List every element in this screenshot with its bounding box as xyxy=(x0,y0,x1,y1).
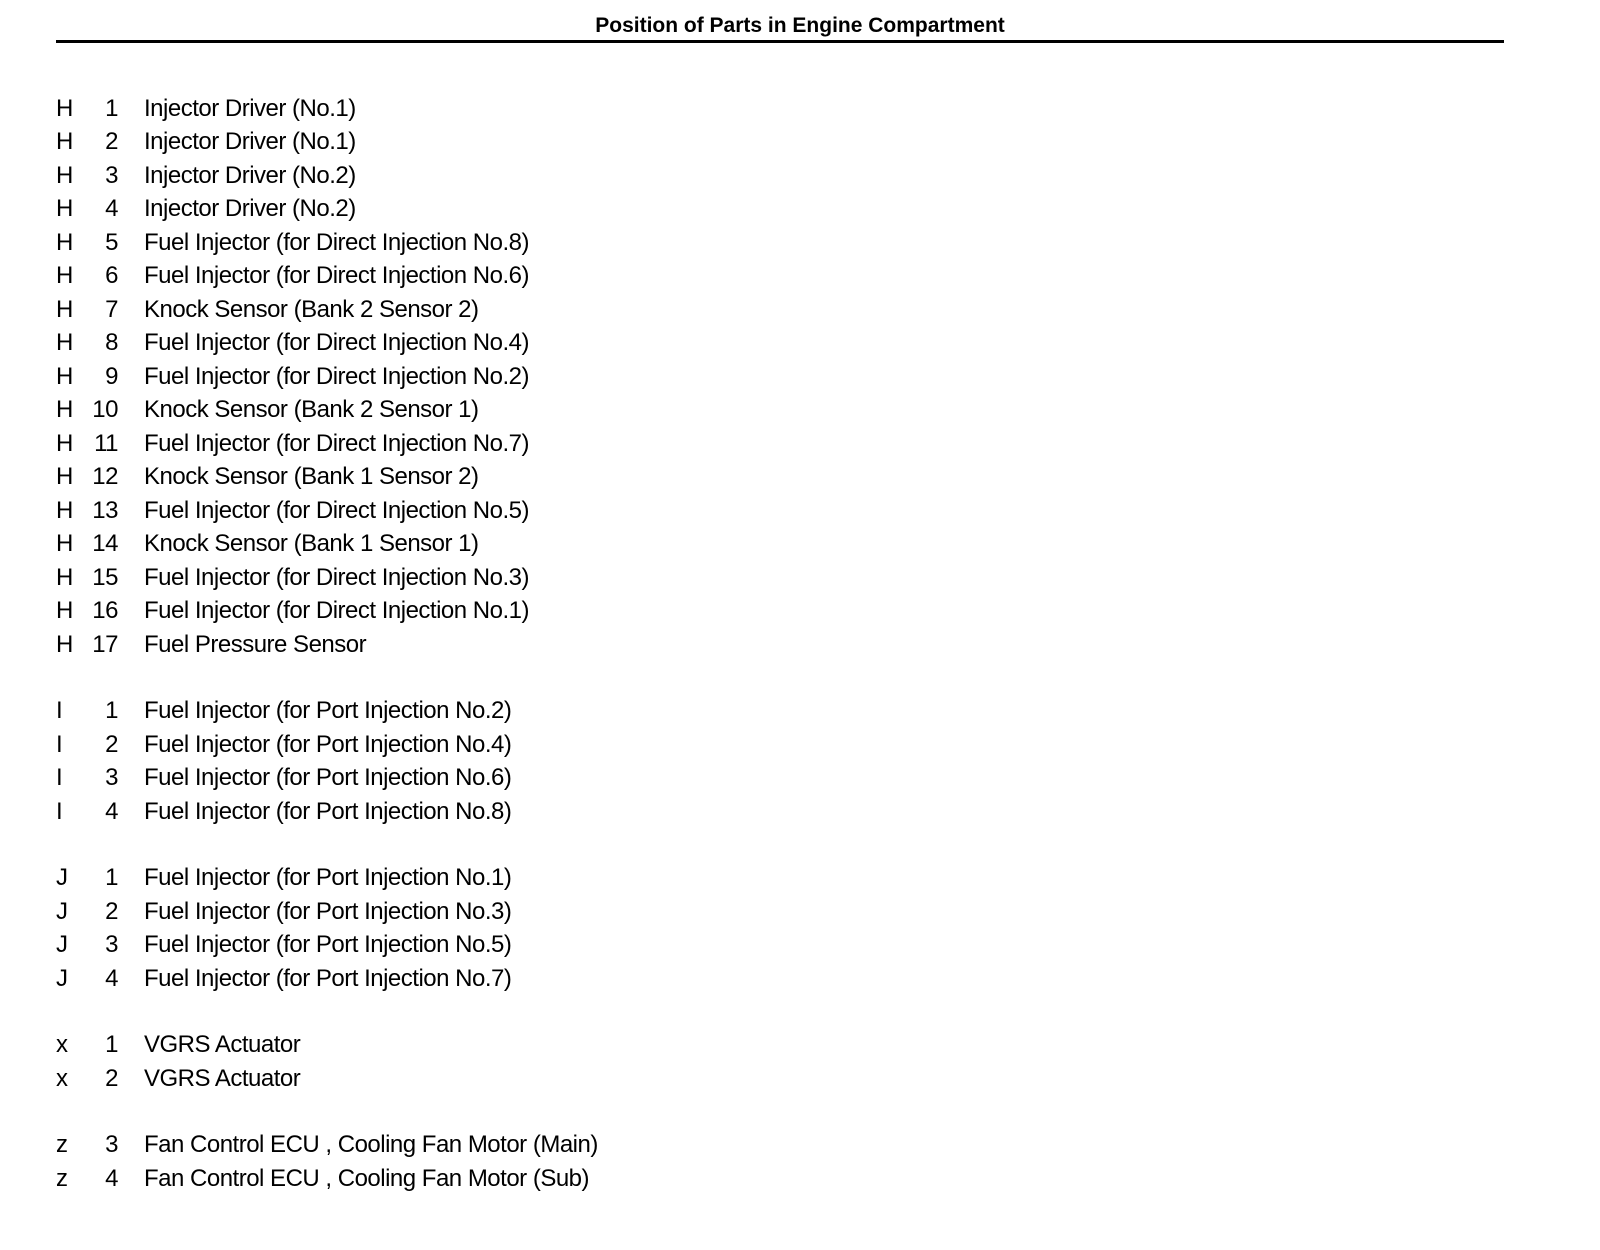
part-number: 15 xyxy=(92,563,118,591)
part-name: Fan Control ECU , Cooling Fan Motor (Main) xyxy=(144,1131,598,1159)
part-row xyxy=(56,394,1056,428)
part-name: VGRS Actuator xyxy=(144,1031,301,1059)
parts-group xyxy=(56,695,1056,829)
part-name: Fuel Injector (for Direct Injection No.2) xyxy=(144,362,529,390)
part-name: Injector Driver (No.1) xyxy=(144,94,356,122)
part-row xyxy=(56,92,1056,126)
part-row xyxy=(56,728,1056,762)
part-location-letter: I xyxy=(56,697,63,725)
part-name: Fuel Injector (for Port Injection No.5) xyxy=(144,931,512,959)
part-number: 4 xyxy=(105,1164,118,1192)
part-location-letter: H xyxy=(56,195,73,223)
part-location-letter: H xyxy=(56,429,73,457)
parts-list xyxy=(56,92,1056,1229)
part-name: Fuel Injector (for Direct Injection No.6) xyxy=(144,262,529,290)
part-name: Knock Sensor (Bank 1 Sensor 2) xyxy=(144,463,479,491)
part-number: 1 xyxy=(105,94,118,122)
part-row xyxy=(56,159,1056,193)
part-row xyxy=(56,126,1056,160)
part-name: Knock Sensor (Bank 1 Sensor 1) xyxy=(144,530,479,558)
part-location-letter: J xyxy=(56,931,68,959)
part-number: 7 xyxy=(105,295,118,323)
part-name: Fuel Injector (for Direct Injection No.5) xyxy=(144,496,529,524)
part-name: Fuel Injector (for Port Injection No.4) xyxy=(144,730,512,758)
part-number: 2 xyxy=(105,897,118,925)
part-location-letter: H xyxy=(56,161,73,189)
part-number: 9 xyxy=(105,362,118,390)
part-name: Fuel Injector (for Direct Injection No.1) xyxy=(144,597,529,625)
part-number: 4 xyxy=(105,195,118,223)
part-row xyxy=(56,494,1056,528)
part-location-letter: H xyxy=(56,396,73,424)
part-location-letter: H xyxy=(56,329,73,357)
part-name: Fuel Injector (for Port Injection No.3) xyxy=(144,897,512,925)
part-row xyxy=(56,528,1056,562)
part-location-letter: H xyxy=(56,597,73,625)
part-location-letter: J xyxy=(56,897,68,925)
part-row xyxy=(56,1062,1056,1096)
part-number: 11 xyxy=(94,429,118,457)
part-number: 5 xyxy=(105,228,118,256)
part-row xyxy=(56,1129,1056,1163)
part-location-letter: H xyxy=(56,563,73,591)
part-number: 4 xyxy=(105,797,118,825)
part-row xyxy=(56,795,1056,829)
part-name: Fuel Injector (for Port Injection No.8) xyxy=(144,797,512,825)
part-name: Fuel Injector (for Direct Injection No.7) xyxy=(144,429,529,457)
part-number: 1 xyxy=(105,864,118,892)
part-name: VGRS Actuator xyxy=(144,1064,301,1092)
part-row xyxy=(56,695,1056,729)
part-number: 16 xyxy=(92,597,118,625)
part-number: 3 xyxy=(105,1131,118,1159)
part-row xyxy=(56,561,1056,595)
part-row xyxy=(56,461,1056,495)
part-number: 3 xyxy=(105,161,118,189)
part-row xyxy=(56,595,1056,629)
part-location-letter: H xyxy=(56,463,73,491)
part-location-letter: H xyxy=(56,262,73,290)
part-location-letter: H xyxy=(56,228,73,256)
part-row xyxy=(56,628,1056,662)
part-number: 3 xyxy=(105,931,118,959)
part-name: Knock Sensor (Bank 2 Sensor 1) xyxy=(144,396,479,424)
part-name: Fuel Injector (for Direct Injection No.4) xyxy=(144,329,529,357)
part-number: 13 xyxy=(92,496,118,524)
part-location-letter: z xyxy=(56,1131,68,1159)
part-location-letter: x xyxy=(56,1031,68,1059)
part-row xyxy=(56,293,1056,327)
part-row xyxy=(56,962,1056,996)
part-number: 1 xyxy=(105,1031,118,1059)
part-location-letter: J xyxy=(56,964,68,992)
title-divider xyxy=(56,40,1504,43)
page-title: Position of Parts in Engine Compartment xyxy=(595,14,1005,37)
part-location-letter: I xyxy=(56,797,63,825)
part-location-letter: z xyxy=(56,1164,68,1192)
part-location-letter: H xyxy=(56,362,73,390)
part-number: 12 xyxy=(92,463,118,491)
part-row xyxy=(56,1029,1056,1063)
part-name: Injector Driver (No.2) xyxy=(144,161,356,189)
part-name: Fuel Injector (for Port Injection No.6) xyxy=(144,764,512,792)
part-location-letter: H xyxy=(56,94,73,122)
part-name: Injector Driver (No.2) xyxy=(144,195,356,223)
part-name: Fuel Injector (for Direct Injection No.3) xyxy=(144,563,529,591)
part-name: Knock Sensor (Bank 2 Sensor 2) xyxy=(144,295,479,323)
part-location-letter: H xyxy=(56,530,73,558)
part-row xyxy=(56,1162,1056,1196)
part-number: 10 xyxy=(92,396,118,424)
part-row xyxy=(56,427,1056,461)
part-location-letter: J xyxy=(56,864,68,892)
part-row xyxy=(56,260,1056,294)
part-name: Fuel Injector (for Port Injection No.1) xyxy=(144,864,512,892)
part-location-letter: I xyxy=(56,764,63,792)
part-number: 8 xyxy=(105,329,118,357)
part-row xyxy=(56,762,1056,796)
parts-group xyxy=(56,92,1056,662)
part-name: Fuel Injector (for Port Injection No.2) xyxy=(144,697,512,725)
part-name: Fuel Pressure Sensor xyxy=(144,630,367,658)
part-row xyxy=(56,327,1056,361)
part-number: 4 xyxy=(105,964,118,992)
part-number: 2 xyxy=(105,128,118,156)
parts-group xyxy=(56,1029,1056,1096)
part-name: Injector Driver (No.1) xyxy=(144,128,356,156)
part-number: 14 xyxy=(92,530,118,558)
part-row xyxy=(56,360,1056,394)
parts-group xyxy=(56,1129,1056,1196)
part-number: 6 xyxy=(105,262,118,290)
part-location-letter: x xyxy=(56,1064,68,1092)
part-name: Fan Control ECU , Cooling Fan Motor (Sub) xyxy=(144,1164,590,1192)
part-row xyxy=(56,226,1056,260)
part-name: Fuel Injector (for Port Injection No.7) xyxy=(144,964,512,992)
part-row xyxy=(56,895,1056,929)
parts-group xyxy=(56,862,1056,996)
part-number: 1 xyxy=(105,697,118,725)
part-location-letter: I xyxy=(56,730,63,758)
part-number: 17 xyxy=(92,630,118,658)
part-row xyxy=(56,193,1056,227)
part-location-letter: H xyxy=(56,128,73,156)
part-number: 2 xyxy=(105,1064,118,1092)
part-number: 2 xyxy=(105,730,118,758)
part-number: 3 xyxy=(105,764,118,792)
part-row xyxy=(56,862,1056,896)
part-row xyxy=(56,929,1056,963)
part-location-letter: H xyxy=(56,496,73,524)
part-name: Fuel Injector (for Direct Injection No.8) xyxy=(144,228,529,256)
part-location-letter: H xyxy=(56,630,73,658)
part-location-letter: H xyxy=(56,295,73,323)
